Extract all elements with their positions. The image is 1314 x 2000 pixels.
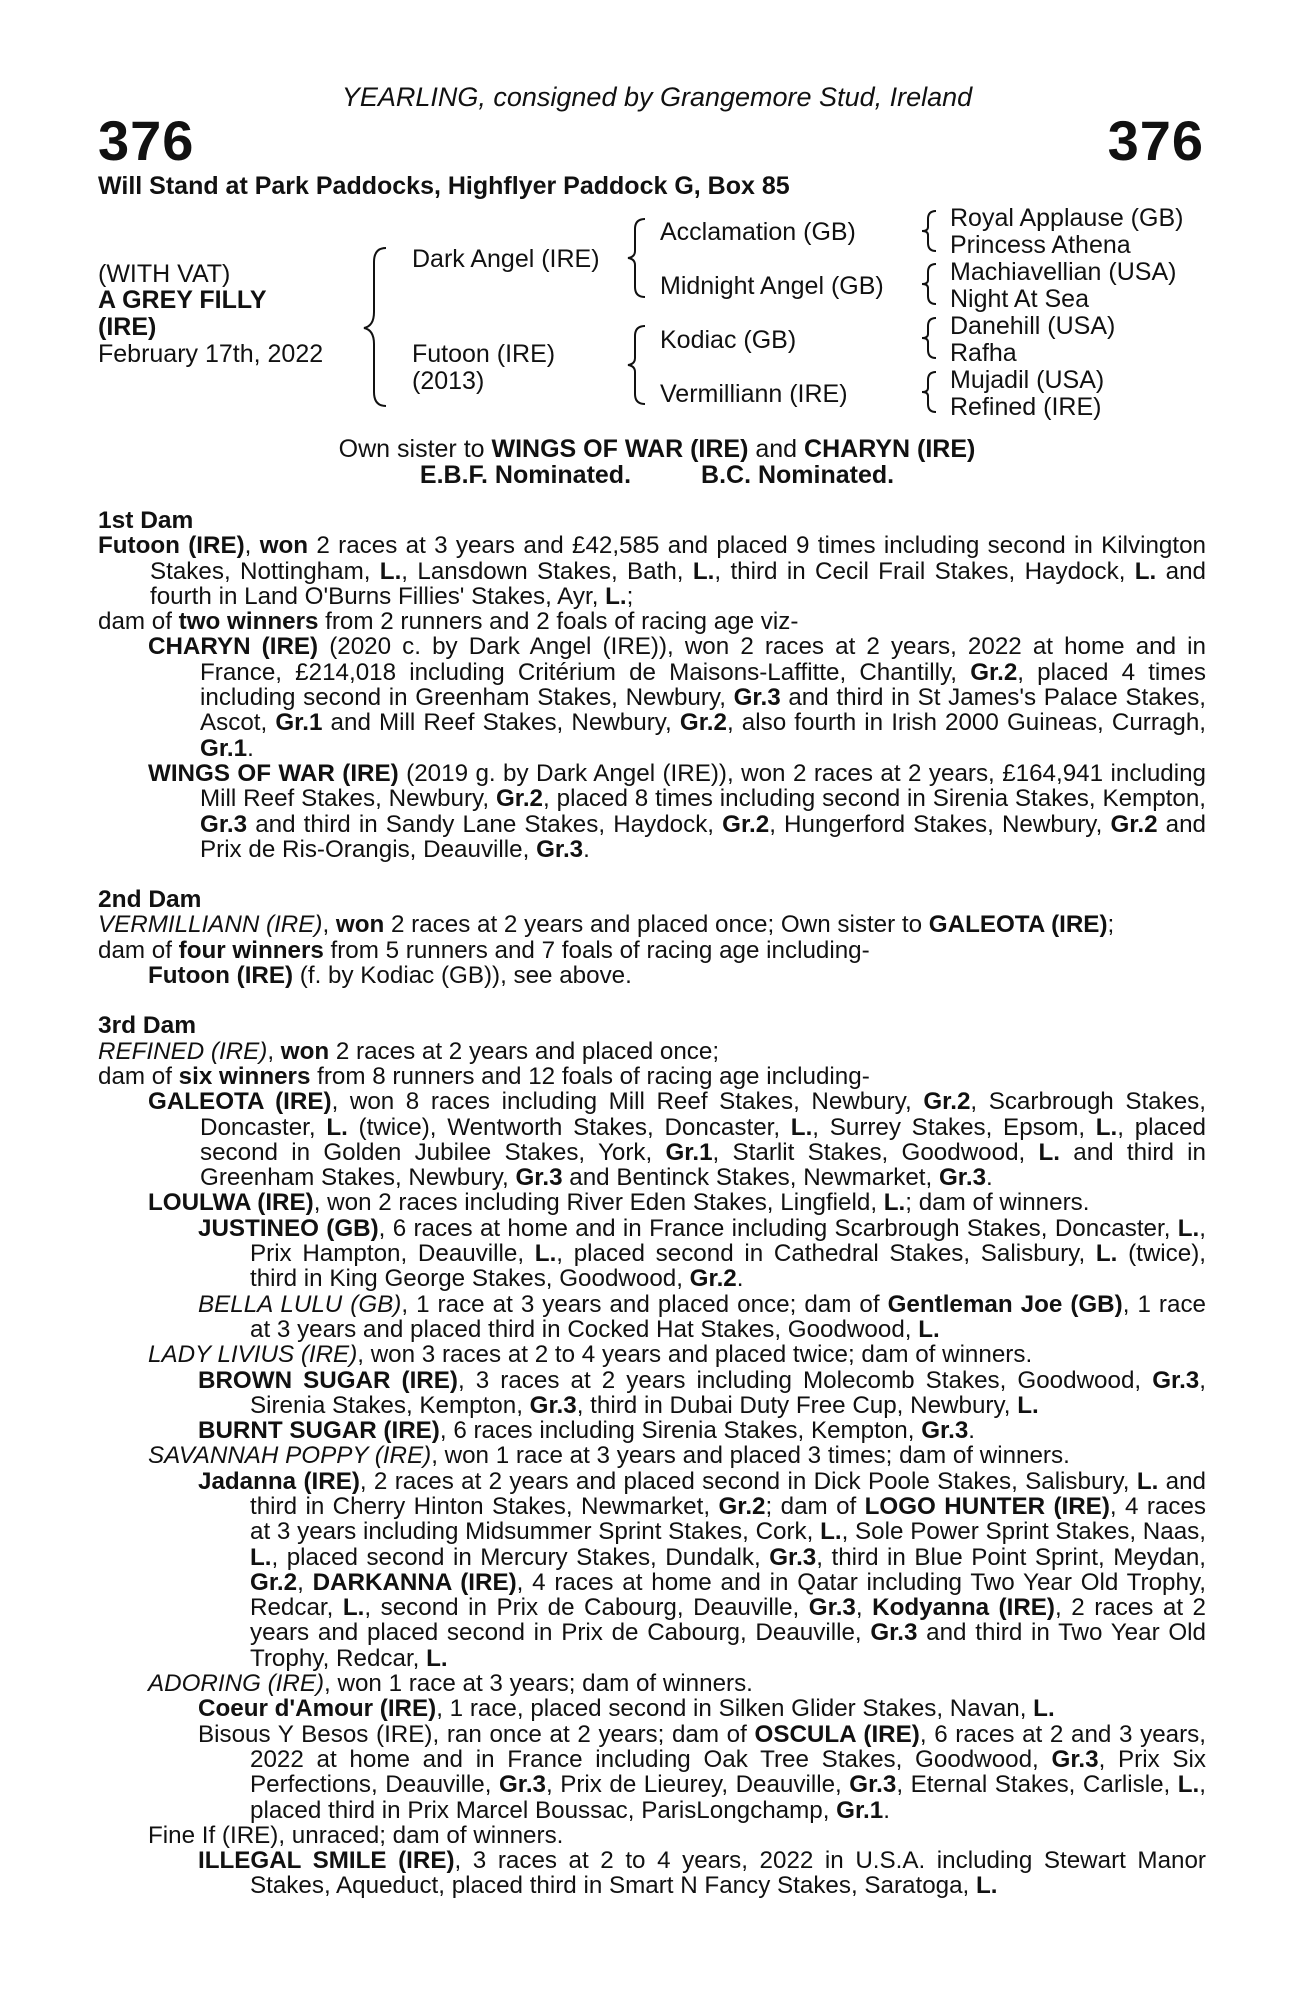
dam-dam: Vermilliann (IRE) bbox=[660, 380, 848, 408]
own-sister-note: Own sister to WINGS OF WAR (IRE) and CHARYN (IRE) bbox=[338, 435, 976, 463]
produce-loulwa: LOULWA (IRE), won 2 races including River Eden Stakes, Lingfield, L.; dam of winners. bbox=[148, 1189, 1090, 1217]
dss: Danehill (USA) bbox=[950, 312, 1116, 340]
produce-charyn: CHARYN (IRE) (2020 c. by Dark Angel (IRE)), won 2 races at 2 years, 2022 at home and in France, £214,018 including Critérium de Maisons-Laffitte, Chantilly, Gr.2, placed 4 times including second in Greenham Stakes, Newbury, Gr.3 and third in St James's Palace Stakes, Ascot, Gr.1 and Mill Reef Stakes, Newbury, Gr.2, also fourth in Irish 2000 Guineas, Curragh, Gr.1. bbox=[148, 633, 1207, 762]
consignment-line: YEARLING, consigned by Grangemore Stud, Ireland bbox=[341, 82, 973, 112]
sss: Royal Applause (GB) bbox=[950, 204, 1184, 232]
first-dam-record: Futoon (IRE), won 2 races at 3 years and £42,585 and placed 9 times including second in Kilvington Stakes, Nottingham, L., Lansdown Stakes, Bath, L., third in Cecil Frail Stakes, Haydock, L. and fourth in Land O'Burns Fillies' Stakes, Ayr, L.; bbox=[98, 532, 1206, 610]
produce-wings-of-war: WINGS OF WAR (IRE) (2019 g. by Dark Angel (IRE)), won 2 races at 2 years, £164,941 including Mill Reef Stakes, Newbury, Gr.2, placed 8 times including second in Sirenia Stakes, Kempton, Gr.3 and third in Sandy Lane Stakes, Haydock, Gr.2, Hungerford Stakes, Newbury, Gr.2 and Prix de Ris-Orangis, Deauville, Gr.3. bbox=[148, 759, 1207, 863]
dds: Mujadil (USA) bbox=[950, 366, 1105, 394]
pedigree-brace-ss bbox=[918, 205, 944, 257]
produce-savannah-poppy: SAVANNAH POPPY (IRE), won 1 race at 3 years and placed 3 times; dam of winners. bbox=[148, 1442, 1070, 1470]
produce-galeota: GALEOTA (IRE), won 8 races including Mill Reef Stakes, Newbury, Gr.2, Scarbrough Stakes, Doncaster, L. (twice), Wentworth Stakes, Doncaster, L., Surrey Stakes, Epsom, L., placed second in Golden Jubilee Stakes, York, Gr.1, Starlit Stakes, Goodwood, L. and third in Greenham Stakes, Newbury, Gr.3 and Bentinck Stakes, Newmarket, Gr.3. bbox=[148, 1088, 1206, 1192]
foaling-date: February 17th, 2022 bbox=[98, 340, 324, 368]
sire-dam: Midnight Angel (GB) bbox=[660, 272, 884, 300]
second-dam-heading: 2nd Dam bbox=[98, 886, 202, 914]
produce-futoon: Futoon (IRE) (f. by Kodiac (GB)), see above. bbox=[148, 962, 632, 990]
second-dam-record: VERMILLIANN (IRE), won 2 races at 2 years and placed once; Own sister to GALEOTA (IRE); bbox=[98, 911, 1115, 939]
sds: Machiavellian (USA) bbox=[950, 258, 1177, 286]
lot-number-right: 376 bbox=[1107, 109, 1204, 172]
produce-brown-sugar: BROWN SUGAR (IRE), 3 races at 2 years including Molecomb Stakes, Goodwood, Gr.3, Sirenia Stakes, Kempton, Gr.3, third in Dubai Duty Free Cup, Newbury, L. bbox=[198, 1366, 1206, 1419]
ddd: Refined (IRE) bbox=[950, 393, 1102, 421]
catalogue-body bbox=[98, 508, 1206, 1899]
pedigree-brace-sd bbox=[918, 258, 944, 310]
horse-name: A GREY FILLY bbox=[98, 286, 267, 314]
vat-label: (WITH VAT) bbox=[98, 260, 231, 288]
second-dam-produce-summary: dam of four winners from 5 runners and 7 foals of racing age including- bbox=[98, 936, 870, 964]
sire: Dark Angel (IRE) bbox=[412, 245, 600, 273]
dam-year: (2013) bbox=[412, 367, 485, 395]
dam: Futoon (IRE) bbox=[412, 340, 556, 368]
dam-sire: Kodiac (GB) bbox=[660, 326, 797, 354]
produce-burnt-sugar: BURNT SUGAR (IRE), 6 races including Sirenia Stakes, Kempton, Gr.3. bbox=[198, 1417, 976, 1445]
produce-lady-livius: LADY LIVIUS (IRE), won 3 races at 2 to 4 years and placed twice; dam of winners. bbox=[148, 1341, 1033, 1369]
pedigree-brace-dd bbox=[918, 366, 944, 418]
third-dam-produce-summary: dam of six winners from 8 runners and 12 foals of racing age including- bbox=[98, 1062, 870, 1090]
produce-adoring: ADORING (IRE), won 1 race at 3 years; dam of winners. bbox=[148, 1670, 753, 1698]
pedigree-brace-main bbox=[360, 240, 400, 415]
third-dam-record: REFINED (IRE), won 2 races at 2 years and placed once; bbox=[98, 1037, 720, 1065]
sdd: Night At Sea bbox=[950, 285, 1089, 313]
first-dam-heading: 1st Dam bbox=[98, 507, 194, 534]
ssd: Princess Athena bbox=[950, 231, 1131, 259]
produce-fine-if: Fine If (IRE), unraced; dam of winners. bbox=[148, 1821, 564, 1849]
dsd: Rafha bbox=[950, 339, 1017, 367]
third-dam-heading: 3rd Dam bbox=[98, 1012, 197, 1040]
lot-number-left: 376 bbox=[98, 109, 195, 172]
produce-bella-lulu: BELLA LULU (GB), 1 race at 3 years and placed once; dam of Gentleman Joe (GB), 1 race at 3 years and placed third in Cocked Hat Stakes, Goodwood, L. bbox=[198, 1290, 1206, 1343]
produce-bisous-y-besos: Bisous Y Besos (IRE), ran once at 2 years; dam of OSCULA (IRE), 6 races at 2 and 3 years, 2022 at home and in France including Oak Tree Stakes, Goodwood, Gr.3, Prix Six Perfections, Deauville, Gr.3, Prix de Lieurey, Deauville, Gr.3, Eternal Stakes, Carlisle, L., placed third in Prix Marcel Boussac, ParisLongchamp, Gr.1. bbox=[198, 1720, 1206, 1824]
produce-illegal-smile: ILLEGAL SMILE (IRE), 3 races at 2 to 4 years, 2022 in U.S.A. including Stewart Manor Stakes, Aqueduct, placed third in Smart N Fancy Stakes, Saratoga, L. bbox=[198, 1847, 1206, 1900]
stand-location: Will Stand at Park Paddocks, Highflyer Paddock G, Box 85 bbox=[98, 172, 790, 200]
pedigree-brace-ds bbox=[918, 312, 944, 364]
nominations: E.B.F. Nominated. B.C. Nominated. bbox=[419, 461, 895, 489]
pedigree-brace-dam bbox=[625, 320, 655, 410]
produce-coeur-damour: Coeur d'Amour (IRE), 1 race, placed second in Silken Glider Stakes, Navan, L. bbox=[198, 1695, 1055, 1723]
first-dam-produce-summary: dam of two winners from 2 runners and 2 foals of racing age viz- bbox=[98, 608, 799, 636]
produce-jadanna: Jadanna (IRE), 2 races at 2 years and placed second in Dick Poole Stakes, Salisbury, L. and third in Cherry Hinton Stakes, Newmarket, Gr.2; dam of LOGO HUNTER (IRE), 4 races at 3 years including Midsummer Sprint Stakes, Cork, L., Sole Power Sprint Stakes, Naas, L., placed second in Mercury Stakes, Dundalk, Gr.3, third in Blue Point Sprint, Meydan, Gr.2, DARKANNA (IRE), 4 races at home and in Qatar including Two Year Old Trophy, Redcar, L., second in Prix de Cabourg, Deauville, Gr.3, Kodyanna (IRE), 2 races at 2 years and placed second in Prix de Cabourg, Deauville, Gr.3 and third in Two Year Old Trophy, Redcar, L. bbox=[198, 1467, 1207, 1672]
pedigree-brace-sire bbox=[625, 213, 655, 303]
horse-origin: (IRE) bbox=[98, 313, 157, 341]
produce-justineo: JUSTINEO (GB), 6 races at home and in France including Scarbrough Stakes, Doncaster, L., Prix Hampton, Deauville, L., placed second in Cathedral Stakes, Salisbury, L. (twice), third in King George Stakes, Goodwood, Gr.2. bbox=[198, 1214, 1206, 1293]
sire-sire: Acclamation (GB) bbox=[660, 218, 856, 246]
